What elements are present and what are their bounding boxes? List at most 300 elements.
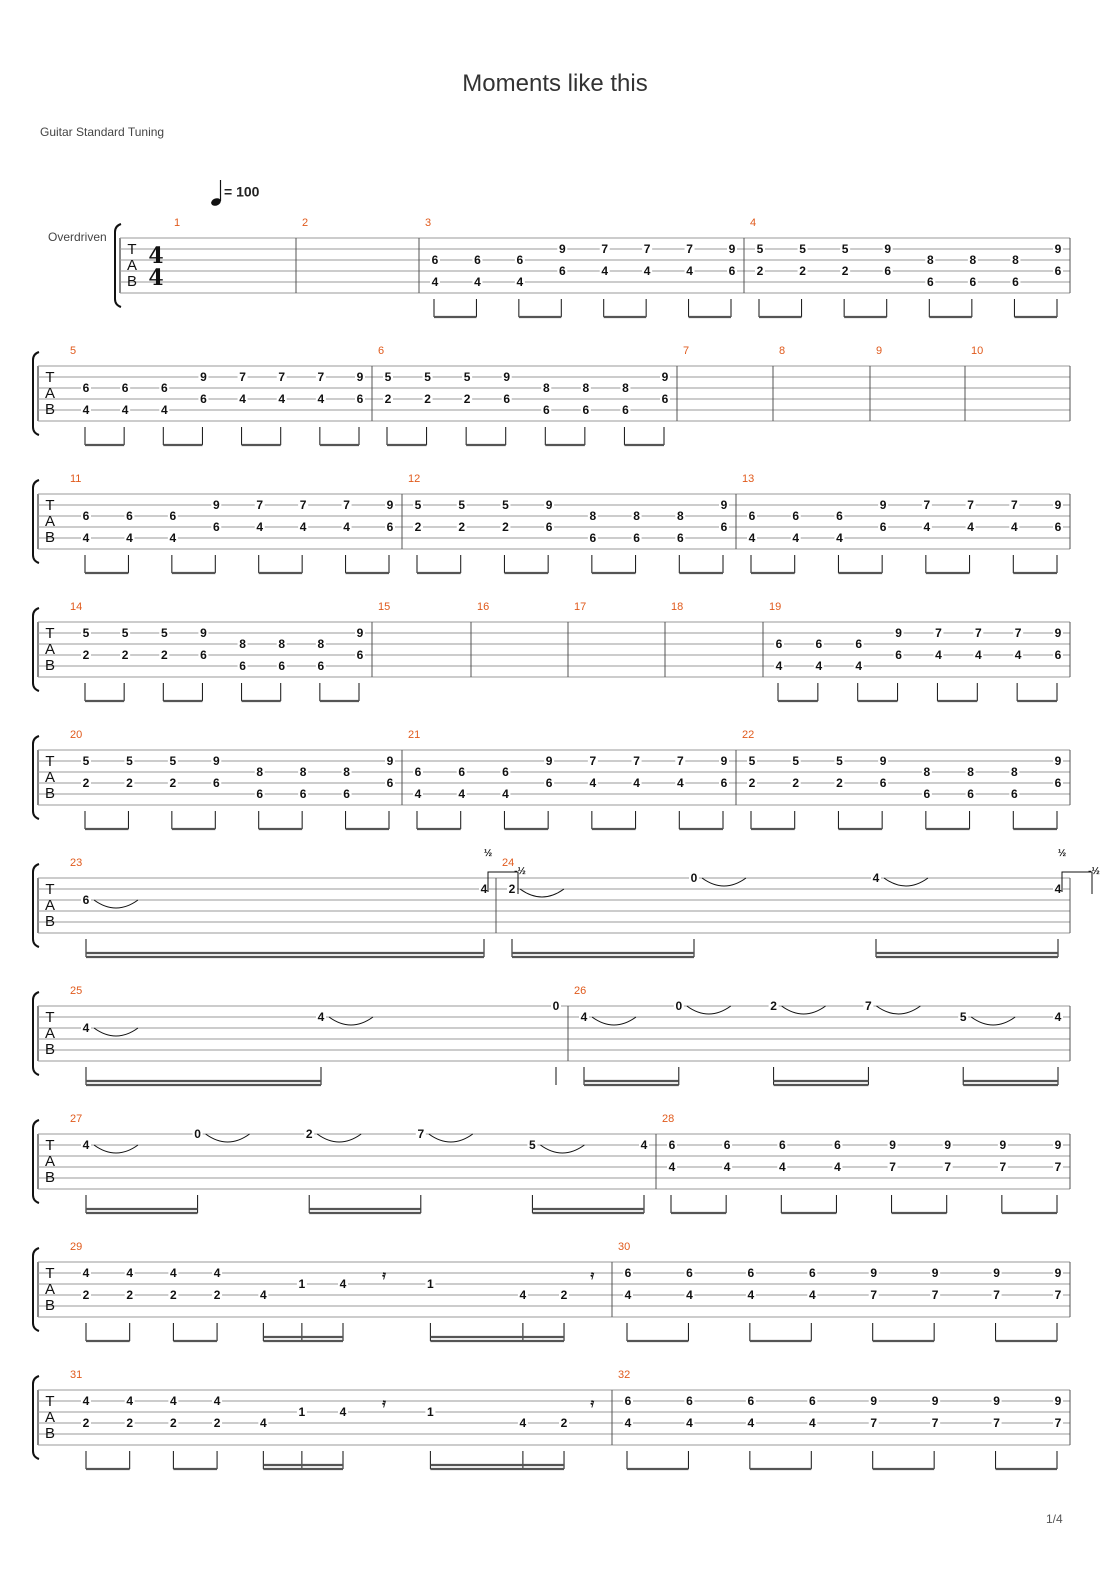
tab-letter-b: B (44, 1297, 56, 1314)
fret-number: 6 (82, 381, 90, 395)
bar-number: 17 (574, 601, 587, 613)
fret-number: 9 (999, 1138, 1007, 1152)
tie-arc (884, 878, 928, 886)
fret-number: 6 (1054, 520, 1062, 534)
fret-number: 4 (169, 531, 177, 545)
fret-number: 7 (931, 1288, 939, 1302)
fret-number: 6 (748, 509, 756, 523)
fret-number: 2 (126, 776, 133, 790)
fret-number: 8 (967, 765, 974, 779)
fret-number: 6 (278, 659, 286, 673)
fret-number: 9 (1054, 1394, 1062, 1408)
tie-arc (782, 1006, 826, 1014)
fret-number: 9 (356, 370, 364, 384)
fret-number: 5 (463, 370, 471, 384)
fret-number: 4 (126, 1266, 134, 1280)
bar-number: 23 (70, 857, 83, 869)
fret-number: 2 (170, 1288, 177, 1302)
fret-number: 4 (872, 871, 880, 885)
tab-letter-a: A (44, 1409, 56, 1426)
fret-number: 6 (815, 637, 823, 651)
fret-number: 7 (870, 1416, 878, 1430)
tie-arc (317, 1134, 361, 1142)
tab-letter-a: A (44, 641, 56, 658)
bar-number: 32 (618, 1369, 631, 1381)
fret-number: 4 (278, 392, 286, 406)
fret-number: 8 (676, 509, 684, 523)
fret-number: 5 (169, 754, 177, 768)
fret-number: 6 (775, 637, 783, 651)
fret-number: 2 (841, 264, 849, 278)
tab-letter-t: T (127, 241, 137, 258)
fret-number: 6 (256, 787, 264, 801)
tab-letter-a: A (44, 1281, 56, 1298)
tab-system-6 (33, 848, 1100, 957)
fret-number: 9 (503, 370, 511, 384)
measure-19 (769, 601, 1070, 701)
fret-number: 9 (212, 754, 220, 768)
tab-letter-t: T (45, 1393, 55, 1410)
bar-number: 14 (70, 601, 83, 613)
fret-number: 2 (82, 648, 90, 662)
fret-number: 6 (200, 648, 207, 662)
fret-number: 6 (967, 787, 974, 801)
fret-number: 8 (1012, 253, 1019, 267)
measure-27 (70, 1113, 656, 1213)
fret-number: 6 (169, 509, 177, 523)
bar-number: 1 (174, 217, 181, 229)
fret-number: 4 (317, 1010, 325, 1024)
fret-number: 6 (82, 509, 90, 523)
bar-number: 7 (683, 345, 690, 357)
fret-number: 8 (239, 637, 246, 651)
bar-number: 28 (662, 1113, 675, 1125)
fret-number: 4 (213, 1266, 221, 1280)
fret-number: 9 (728, 242, 736, 256)
tie-arc (429, 1134, 473, 1142)
bar-number: 29 (70, 1241, 83, 1253)
fret-number: 6 (1054, 776, 1062, 790)
fret-number: 7 (278, 370, 286, 384)
tab-letter-a: A (44, 1153, 56, 1170)
tab-letter-t: T (45, 497, 55, 514)
fret-number: 5 (126, 754, 133, 768)
fret-number: 5 (384, 370, 392, 384)
fret-number: 4 (967, 520, 974, 534)
fret-number: 6 (926, 275, 934, 289)
fret-number: 4 (723, 1160, 731, 1174)
fret-number: 5 (836, 754, 843, 768)
fret-number: 6 (589, 531, 597, 545)
fret-number: 9 (545, 754, 553, 768)
fret-number: 5 (792, 754, 800, 768)
fret-number: 4 (431, 275, 439, 289)
fret-number: 9 (944, 1138, 952, 1152)
fret-number: 0 (552, 999, 560, 1013)
fret-number: 6 (686, 1394, 693, 1408)
fret-number: 7 (343, 498, 350, 512)
fret-number: 6 (792, 509, 800, 523)
bend-label: ½ (1057, 848, 1067, 859)
tie-arc (520, 889, 564, 897)
fret-number: 6 (728, 264, 736, 278)
fret-number: 4 (792, 531, 800, 545)
bar-number: 25 (70, 985, 83, 997)
fret-number: 4 (747, 1416, 755, 1430)
fret-number: 9 (870, 1394, 878, 1408)
bar-number: 2 (302, 217, 309, 229)
fret-number: 6 (624, 1266, 632, 1280)
fret-number: 5 (756, 242, 764, 256)
fret-number: 6 (778, 1138, 786, 1152)
fret-number: 8 (923, 765, 931, 779)
fret-number: 6 (747, 1266, 755, 1280)
fret-number: 4 (686, 264, 693, 278)
fret-number: 8 (622, 381, 629, 395)
tab-system-10 (33, 1369, 1070, 1469)
fret-number: 8 (1010, 765, 1018, 779)
fret-number: 2 (126, 1416, 134, 1430)
fret-number: 7 (944, 1160, 952, 1174)
fret-number: 4 (82, 531, 90, 545)
time-signature-bottom: 4 (148, 265, 164, 291)
measure-31 (70, 1369, 612, 1469)
fret-number: 7 (1054, 1288, 1062, 1302)
fret-number: 7 (935, 626, 942, 640)
fret-number: 6 (686, 1266, 693, 1280)
tab-letter-t: T (45, 1009, 55, 1026)
tab-system-7 (33, 985, 1070, 1085)
measure-20 (70, 729, 402, 829)
fret-number: 4 (834, 1160, 841, 1174)
fret-number: 2 (82, 776, 90, 790)
fret-number: 6 (808, 1394, 816, 1408)
tab-letter-b: B (44, 529, 56, 546)
fret-number: 9 (356, 626, 364, 640)
fret-number: 6 (545, 776, 553, 790)
fret-number: 9 (889, 1138, 896, 1152)
bar-number: 11 (70, 473, 82, 485)
fret-number: 7 (676, 754, 684, 768)
fret-number: 6 (676, 531, 684, 545)
fret-number: 7 (299, 498, 307, 512)
tab-letter-a: A (44, 897, 56, 914)
track-name: Overdriven (48, 230, 107, 244)
bar-number: 22 (742, 729, 755, 741)
measure-32 (618, 1369, 1070, 1469)
fret-number: 8 (926, 253, 934, 267)
fret-number: 2 (126, 1288, 134, 1302)
tie-arc (592, 1017, 636, 1025)
fret-number: 4 (299, 520, 307, 534)
fret-number: 2 (799, 264, 806, 278)
tab-letter-b: B (44, 1425, 56, 1442)
fret-number: 6 (200, 392, 207, 406)
fret-number: 6 (414, 765, 422, 779)
tab-letter-b: B (126, 273, 138, 290)
fret-number: 4 (808, 1288, 816, 1302)
fret-number: 7 (317, 370, 325, 384)
tab-system-4 (33, 601, 1070, 701)
fret-number: 9 (1054, 242, 1062, 256)
fret-number: 9 (870, 1266, 878, 1280)
fret-number: 4 (239, 392, 246, 406)
fret-number: 9 (661, 370, 669, 384)
fret-number: 4 (935, 648, 942, 662)
fret-number: 2 (424, 392, 431, 406)
fret-number: 6 (516, 253, 524, 267)
fret-number: 4 (480, 882, 488, 896)
fret-number: 4 (1010, 520, 1018, 534)
fret-number: 8 (256, 765, 264, 779)
measure-21 (408, 729, 736, 829)
tie-arc (94, 1028, 138, 1036)
tab-letter-b: B (44, 1041, 56, 1058)
bar-number: 5 (70, 345, 77, 357)
tab-letter-t: T (45, 753, 55, 770)
fret-number: 2 (748, 776, 756, 790)
fret-number: 4 (686, 1416, 693, 1430)
fret-number: 4 (213, 1394, 221, 1408)
fret-number: 6 (160, 381, 168, 395)
fret-number: 4 (1054, 1010, 1062, 1024)
fret-number: 7 (923, 498, 931, 512)
fret-number: 6 (668, 1138, 676, 1152)
fret-number: 6 (239, 659, 246, 673)
fret-number: 4 (82, 1394, 90, 1408)
fret-number: 5 (841, 242, 849, 256)
bar-number: 31 (70, 1369, 83, 1381)
fret-number: 4 (624, 1416, 632, 1430)
fret-number: 6 (545, 520, 553, 534)
fret-number: 5 (799, 242, 806, 256)
fret-number: 8 (582, 381, 590, 395)
fret-number: 4 (775, 659, 783, 673)
bar-number: 3 (425, 217, 432, 229)
fret-number: 4 (259, 1416, 267, 1430)
fret-number: 9 (386, 754, 394, 768)
fret-number: 6 (1012, 275, 1019, 289)
fret-number: 6 (317, 659, 325, 673)
measure-26 (574, 985, 1070, 1085)
fret-number: 7 (1010, 498, 1018, 512)
fret-number: 7 (967, 498, 974, 512)
fret-number: 2 (169, 776, 177, 790)
sixteenth-rest-icon: 𝄿 (590, 1396, 595, 1410)
fret-number: 2 (170, 1416, 177, 1430)
fret-number: 4 (668, 1160, 676, 1174)
fret-number: 4 (748, 531, 756, 545)
measure-29 (70, 1241, 612, 1341)
fret-number: 4 (82, 1138, 90, 1152)
fret-number: 4 (82, 1021, 90, 1035)
fret-number: 8 (542, 381, 550, 395)
fret-number: 7 (999, 1160, 1007, 1174)
fret-number: 9 (558, 242, 566, 256)
fret-number: 6 (720, 776, 728, 790)
tab-letter-t: T (45, 1265, 55, 1282)
fret-number: 0 (675, 999, 683, 1013)
tie-arc (329, 1017, 373, 1025)
tab-letter-b: B (44, 913, 56, 930)
page-title: Moments like this (462, 70, 648, 97)
fret-number: 4 (82, 1266, 90, 1280)
measure-6 (378, 345, 677, 445)
bar-number: 8 (779, 345, 786, 357)
fret-number: 2 (121, 648, 129, 662)
fret-number: 9 (895, 626, 902, 640)
fret-number: 4 (808, 1416, 816, 1430)
fret-number: 7 (870, 1288, 878, 1302)
fret-number: 8 (633, 509, 640, 523)
fret-number: 4 (82, 403, 90, 417)
fret-number: 6 (558, 264, 566, 278)
fret-number: 4 (815, 659, 823, 673)
fret-number: 6 (503, 392, 511, 406)
fret-number: 4 (317, 392, 325, 406)
fret-number: 7 (601, 242, 609, 256)
fret-number: 6 (82, 893, 90, 907)
fret-number: 7 (256, 498, 264, 512)
bar-number: 18 (671, 601, 684, 613)
fret-number: 2 (792, 776, 800, 790)
measure-14 (70, 601, 372, 701)
fret-number: 9 (200, 370, 207, 384)
fret-number: 4 (747, 1288, 755, 1302)
fret-number: 1 (427, 1405, 434, 1419)
fret-number: 7 (633, 754, 640, 768)
fret-number: 4 (126, 531, 133, 545)
fret-number: 4 (601, 264, 609, 278)
fret-number: 6 (633, 531, 640, 545)
measure-5 (70, 345, 372, 445)
sixteenth-rest-icon: 𝄿 (382, 1268, 386, 1282)
tie-arc (971, 1017, 1015, 1025)
fret-number: 7 (1054, 1416, 1062, 1430)
fret-number: 6 (923, 787, 931, 801)
fret-number: 6 (431, 253, 439, 267)
fret-number: 2 (508, 882, 516, 896)
bar-number: 12 (408, 473, 421, 485)
fret-number: 9 (884, 242, 892, 256)
fret-number: 6 (834, 1138, 841, 1152)
tuning-label: Guitar Standard Tuning (40, 125, 165, 139)
tab-letter-b: B (44, 1169, 56, 1186)
bar-number: 4 (750, 217, 757, 229)
bar-number: 21 (408, 729, 421, 741)
fret-number: 2 (836, 776, 843, 790)
measure-12 (408, 473, 736, 573)
fret-number: 0 (194, 1127, 201, 1141)
bar-number: 30 (618, 1241, 631, 1253)
fret-number: 4 (458, 787, 466, 801)
fret-number: 4 (923, 520, 931, 534)
tab-system-2 (33, 345, 1070, 445)
fret-number: 1 (298, 1277, 306, 1291)
page-number: 1/4 (1046, 1512, 1063, 1526)
fret-number: 6 (879, 520, 887, 534)
bar-number: 26 (574, 985, 587, 997)
tab-letter-a: A (44, 1025, 56, 1042)
fret-number: 7 (865, 999, 872, 1013)
tie-arc (540, 1145, 584, 1153)
tab-letter-b: B (44, 401, 56, 418)
fret-number: 2 (502, 520, 509, 534)
fret-number: 9 (1054, 1138, 1062, 1152)
bar-number: 20 (70, 729, 83, 741)
tie-arc (876, 1006, 920, 1014)
measure-13 (742, 473, 1070, 573)
fret-number: 6 (969, 275, 977, 289)
fret-number: 6 (386, 520, 394, 534)
fret-number: 9 (1054, 498, 1062, 512)
fret-number: 7 (1054, 1160, 1062, 1174)
fret-number: 4 (121, 403, 129, 417)
bar-number: 13 (742, 473, 755, 485)
measure-25 (70, 985, 568, 1085)
tie-arc (702, 878, 746, 886)
fret-number: 9 (931, 1266, 939, 1280)
fret-number: 6 (212, 776, 220, 790)
fret-number: 6 (855, 637, 863, 651)
tab-letter-a: A (44, 385, 56, 402)
fret-number: 4 (974, 648, 982, 662)
fret-number: 2 (82, 1416, 90, 1430)
fret-number: 4 (836, 531, 843, 545)
fret-number: 2 (82, 1288, 90, 1302)
fret-number: 5 (424, 370, 431, 384)
tie-arc (206, 1134, 250, 1142)
bar-number: 27 (70, 1113, 83, 1125)
fret-number: 6 (808, 1266, 816, 1280)
time-signature-top: 4 (148, 243, 164, 269)
fret-number: 2 (305, 1127, 313, 1141)
fret-number: 9 (1054, 1266, 1062, 1280)
release-label: -½ (514, 866, 526, 877)
measure-23 (70, 848, 526, 957)
fret-number: 4 (624, 1288, 632, 1302)
fret-number: 6 (747, 1394, 755, 1408)
fret-number: 8 (343, 765, 350, 779)
fret-number: 9 (931, 1394, 939, 1408)
fret-number: 8 (589, 509, 597, 523)
fret-number: 5 (458, 498, 466, 512)
bar-number: 24 (502, 857, 515, 869)
fret-number: 9 (386, 498, 394, 512)
fret-number: 4 (633, 776, 640, 790)
fret-number: 6 (836, 509, 843, 523)
tab-letter-t: T (45, 881, 55, 898)
fret-number: 2 (213, 1288, 221, 1302)
fret-number: 4 (502, 787, 509, 801)
tab-system-1 (115, 217, 1070, 317)
measure-24 (502, 848, 1100, 957)
fret-number: 7 (686, 242, 693, 256)
fret-number: 4 (778, 1160, 786, 1174)
fret-number: 9 (1054, 754, 1062, 768)
fret-number: 4 (519, 1416, 527, 1430)
fret-number: 6 (1054, 648, 1062, 662)
measure-4 (750, 217, 1070, 317)
fret-number: 7 (931, 1416, 939, 1430)
fret-number: 6 (386, 776, 394, 790)
tie-arc (94, 900, 138, 908)
fret-number: 7 (993, 1416, 1000, 1430)
fret-number: 6 (661, 392, 669, 406)
fret-number: 2 (560, 1288, 568, 1302)
fret-number: 5 (529, 1138, 536, 1152)
fret-number: 6 (343, 787, 350, 801)
